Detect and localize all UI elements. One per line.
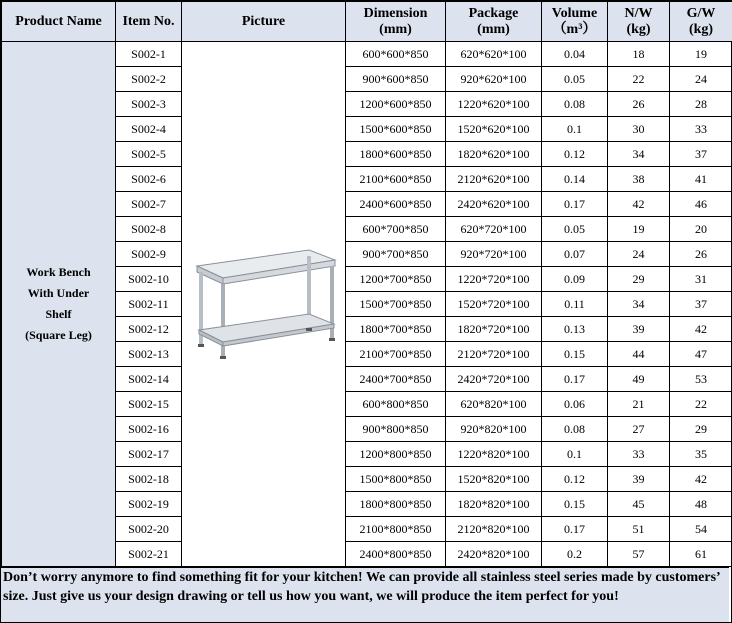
item-no-cell: S002-20 (116, 517, 182, 542)
dimension-cell: 2400*800*850 (346, 542, 446, 567)
net-weight-cell: 39 (608, 467, 670, 492)
dimension-cell: 600*700*850 (346, 217, 446, 242)
gross-weight-cell: 53 (670, 367, 732, 392)
volume-cell: 0.17 (542, 367, 608, 392)
gross-weight-cell: 26 (670, 242, 732, 267)
volume-cell: 0.11 (542, 292, 608, 317)
package-cell: 920*720*100 (446, 242, 542, 267)
package-cell: 920*620*100 (446, 67, 542, 92)
item-no-cell: S002-3 (116, 92, 182, 117)
dimension-cell: 900*700*850 (346, 242, 446, 267)
package-cell: 1820*820*100 (446, 492, 542, 517)
volume-cell: 0.15 (542, 492, 608, 517)
dimension-cell: 1200*600*850 (346, 92, 446, 117)
dimension-cell: 600*600*850 (346, 42, 446, 67)
item-no-cell: S002-13 (116, 342, 182, 367)
dimension-cell: 900*800*850 (346, 417, 446, 442)
gross-weight-cell: 46 (670, 192, 732, 217)
gross-weight-cell: 29 (670, 417, 732, 442)
dimension-cell: 2100*600*850 (346, 167, 446, 192)
package-cell: 1520*820*100 (446, 467, 542, 492)
volume-cell: 0.1 (542, 442, 608, 467)
dimension-cell: 1500*600*850 (346, 117, 446, 142)
stainless-steel-work-table-icon (189, 244, 339, 364)
item-no-cell: S002-2 (116, 67, 182, 92)
net-weight-cell: 49 (608, 367, 670, 392)
dimension-cell: 1800*600*850 (346, 142, 446, 167)
dimension-cell: 1500*800*850 (346, 467, 446, 492)
gross-weight-cell: 54 (670, 517, 732, 542)
dimension-cell: 2400*600*850 (346, 192, 446, 217)
package-cell: 2420*620*100 (446, 192, 542, 217)
net-weight-cell: 51 (608, 517, 670, 542)
item-no-cell: S002-10 (116, 267, 182, 292)
volume-cell: 0.17 (542, 192, 608, 217)
item-no-cell: S002-11 (116, 292, 182, 317)
footer-note: Don’t worry anymore to find something fit for your kitchen! We can provide all stainless steel series made by customers’ size. Just give us your design drawing or tell us how you want, we will produce the item perfect for you! (1, 567, 729, 622)
item-no-cell: S002-5 (116, 142, 182, 167)
header-picture: Picture (182, 2, 346, 42)
package-cell: 1820*720*100 (446, 317, 542, 342)
product-spec-table (1, 1, 732, 567)
item-no-cell: S002-7 (116, 192, 182, 217)
volume-cell: 0.2 (542, 542, 608, 567)
volume-cell: 0.05 (542, 217, 608, 242)
gross-weight-cell: 19 (670, 42, 732, 67)
item-no-cell: S002-12 (116, 317, 182, 342)
package-cell: 2120*720*100 (446, 342, 542, 367)
header-package: Package (mm) (446, 2, 542, 42)
dimension-cell: 1800*800*850 (346, 492, 446, 517)
dimension-cell: 1200*800*850 (346, 442, 446, 467)
dimension-cell: 2100*700*850 (346, 342, 446, 367)
volume-cell: 0.14 (542, 167, 608, 192)
item-no-cell: S002-6 (116, 167, 182, 192)
volume-cell: 0.13 (542, 317, 608, 342)
net-weight-cell: 44 (608, 342, 670, 367)
gross-weight-cell: 20 (670, 217, 732, 242)
package-cell: 2120*620*100 (446, 167, 542, 192)
header-net-weight: N/W (kg) (608, 2, 670, 42)
package-cell: 620*720*100 (446, 217, 542, 242)
item-no-cell: S002-16 (116, 417, 182, 442)
item-no-cell: S002-21 (116, 542, 182, 567)
dimension-cell: 1500*700*850 (346, 292, 446, 317)
net-weight-cell: 19 (608, 217, 670, 242)
header-volume: Volume （m³） (542, 2, 608, 42)
item-no-cell: S002-9 (116, 242, 182, 267)
net-weight-cell: 29 (608, 267, 670, 292)
package-cell: 1520*620*100 (446, 117, 542, 142)
gross-weight-cell: 48 (670, 492, 732, 517)
package-cell: 620*620*100 (446, 42, 542, 67)
net-weight-cell: 26 (608, 92, 670, 117)
product-name-cell: Work Bench With Under Shelf (Square Leg) (2, 42, 116, 567)
net-weight-cell: 42 (608, 192, 670, 217)
net-weight-cell: 21 (608, 392, 670, 417)
gross-weight-cell: 42 (670, 467, 732, 492)
gross-weight-cell: 24 (670, 67, 732, 92)
package-cell: 1220*720*100 (446, 267, 542, 292)
dimension-cell: 2400*700*850 (346, 367, 446, 392)
gross-weight-cell: 47 (670, 342, 732, 367)
volume-cell: 0.09 (542, 267, 608, 292)
package-cell: 1520*720*100 (446, 292, 542, 317)
net-weight-cell: 22 (608, 67, 670, 92)
net-weight-cell: 24 (608, 242, 670, 267)
net-weight-cell: 18 (608, 42, 670, 67)
net-weight-cell: 27 (608, 417, 670, 442)
package-cell: 2120*820*100 (446, 517, 542, 542)
header-gross-weight: G/W (kg) (670, 2, 732, 42)
package-cell: 620*820*100 (446, 392, 542, 417)
volume-cell: 0.12 (542, 142, 608, 167)
package-cell: 2420*720*100 (446, 367, 542, 392)
table-row (2, 42, 732, 67)
item-no-cell: S002-14 (116, 367, 182, 392)
net-weight-cell: 38 (608, 167, 670, 192)
volume-cell: 0.08 (542, 417, 608, 442)
item-no-cell: S002-15 (116, 392, 182, 417)
package-cell: 1820*620*100 (446, 142, 542, 167)
gross-weight-cell: 31 (670, 267, 732, 292)
item-no-cell: S002-19 (116, 492, 182, 517)
item-no-cell: S002-18 (116, 467, 182, 492)
package-cell: 920*820*100 (446, 417, 542, 442)
dimension-cell: 600*800*850 (346, 392, 446, 417)
net-weight-cell: 34 (608, 292, 670, 317)
volume-cell: 0.08 (542, 92, 608, 117)
volume-cell: 0.12 (542, 467, 608, 492)
table-header-row (2, 2, 732, 42)
header-product-name: Product Name (2, 2, 116, 42)
dimension-cell: 900*600*850 (346, 67, 446, 92)
volume-cell: 0.17 (542, 517, 608, 542)
volume-cell: 0.07 (542, 242, 608, 267)
volume-cell: 0.06 (542, 392, 608, 417)
item-no-cell: S002-1 (116, 42, 182, 67)
net-weight-cell: 30 (608, 117, 670, 142)
item-no-cell: S002-17 (116, 442, 182, 467)
dimension-cell: 1800*700*850 (346, 317, 446, 342)
dimension-cell: 2100*800*850 (346, 517, 446, 542)
gross-weight-cell: 28 (670, 92, 732, 117)
gross-weight-cell: 42 (670, 317, 732, 342)
header-dimension: Dimension (mm) (346, 2, 446, 42)
package-cell: 1220*820*100 (446, 442, 542, 467)
dimension-cell: 1200*700*850 (346, 267, 446, 292)
product-picture-cell (182, 42, 346, 567)
volume-cell: 0.15 (542, 342, 608, 367)
volume-cell: 0.04 (542, 42, 608, 67)
gross-weight-cell: 33 (670, 117, 732, 142)
package-cell: 2420*820*100 (446, 542, 542, 567)
item-no-cell: S002-4 (116, 117, 182, 142)
gross-weight-cell: 22 (670, 392, 732, 417)
volume-cell: 0.1 (542, 117, 608, 142)
gross-weight-cell: 41 (670, 167, 732, 192)
net-weight-cell: 34 (608, 142, 670, 167)
net-weight-cell: 45 (608, 492, 670, 517)
net-weight-cell: 33 (608, 442, 670, 467)
volume-cell: 0.05 (542, 67, 608, 92)
net-weight-cell: 39 (608, 317, 670, 342)
gross-weight-cell: 35 (670, 442, 732, 467)
header-item-no: Item No. (116, 2, 182, 42)
gross-weight-cell: 37 (670, 142, 732, 167)
gross-weight-cell: 61 (670, 542, 732, 567)
item-no-cell: S002-8 (116, 217, 182, 242)
gross-weight-cell: 37 (670, 292, 732, 317)
net-weight-cell: 57 (608, 542, 670, 567)
package-cell: 1220*620*100 (446, 92, 542, 117)
